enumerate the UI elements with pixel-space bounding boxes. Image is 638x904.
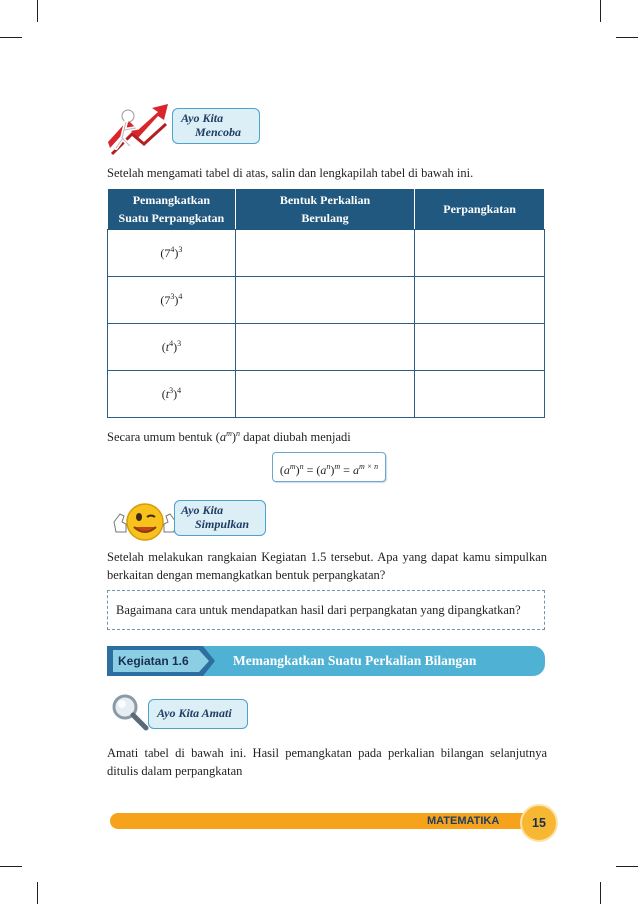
- tag-ayo-kita-amati: [148, 699, 248, 729]
- header-line: Berulang: [301, 211, 349, 225]
- footer-subject: MATEMATIKA: [427, 815, 500, 827]
- crop-mark: [600, 0, 601, 22]
- question-text: Bagaimana cara untuk mendapatkan hasil dari perpangkatan yang dipangkatkan?: [116, 603, 521, 617]
- question-box: [107, 590, 545, 630]
- crop-mark: [616, 37, 638, 38]
- perpangkatan-table: [107, 188, 545, 418]
- table-cell-empty: [235, 324, 414, 371]
- table-cell-empty: [415, 277, 545, 324]
- page-number: 15: [520, 804, 558, 842]
- tag-line-2: Simpulkan: [195, 517, 250, 531]
- header-bentuk-perkalian: [235, 189, 414, 230]
- table-row: [108, 371, 545, 418]
- table-cell-expression: $(t^4)^3$: [108, 324, 236, 371]
- running-figure-icon: [108, 98, 176, 156]
- crop-mark: [0, 866, 22, 867]
- table-cell-empty: [235, 277, 414, 324]
- tag-ayo-kita-simpulkan: [174, 500, 266, 536]
- table-cell-empty: [415, 230, 545, 277]
- general-form-text: Secara umum bentuk $(a^m)^n$ dapat diubah menjadi: [107, 429, 351, 445]
- table-cell-expression: $(7^3)^4$: [108, 277, 236, 324]
- crop-mark: [0, 37, 22, 38]
- table-cell-expression: $(t^3)^4$: [108, 371, 236, 418]
- formula-box: $(a^m)^n = (a^n)^m = a^{m \times n}$: [272, 452, 386, 482]
- header-line: Suatu Perpangkatan: [118, 211, 225, 225]
- header-pemangkatkan: [108, 189, 236, 230]
- amati-text: Amati tabel di bawah ini. Hasil pemangkatan pada perkalian bilangan selanjutnya ditulis dalam perpangkatan: [107, 746, 547, 778]
- conclusion-text: Setelah melakukan rangkaian Kegiatan 1.5 tersebut. Apa yang dapat kamu simpulkan berkaitan dengan memangkatkan bentuk perpangkatan?: [107, 550, 547, 582]
- table-cell-empty: [415, 371, 545, 418]
- header-line: Pemangkatkan: [132, 193, 211, 207]
- crop-mark: [37, 0, 38, 22]
- table-cell-expression: $(7^4)^3$: [108, 230, 236, 277]
- kegiatan-label: Kegiatan 1.6: [118, 654, 189, 668]
- crop-mark: [37, 882, 38, 904]
- table-row: [108, 230, 545, 277]
- magnifier-icon: [110, 692, 150, 732]
- crop-mark: [616, 866, 638, 867]
- intro-text: Setelah mengamati tabel di atas, salin dan lengkapilah tabel di bawah ini.: [107, 166, 474, 180]
- kegiatan-title: Memangkatkan Suatu Perkalian Bilangan: [233, 653, 477, 668]
- tag-line-1: Ayo Kita: [181, 503, 224, 517]
- tag-line-1: Ayo Kita: [181, 111, 224, 125]
- table-header-row: [108, 189, 545, 230]
- header-perpangkatan: Perpangkatan: [415, 189, 545, 230]
- smiley-thumbs-up-icon: [110, 500, 180, 544]
- header-line: Bentuk Perkalian: [279, 193, 371, 207]
- table-cell-empty: [235, 230, 414, 277]
- tag-ayo-kita-mencoba: [172, 108, 260, 144]
- tag-line-2: Mencoba: [195, 125, 241, 139]
- table-row: [108, 277, 545, 324]
- crop-mark: [600, 882, 601, 904]
- table-row: [108, 324, 545, 371]
- tag-line: Ayo Kita Amati: [157, 706, 232, 720]
- table-cell-empty: [235, 371, 414, 418]
- table-cell-empty: [415, 324, 545, 371]
